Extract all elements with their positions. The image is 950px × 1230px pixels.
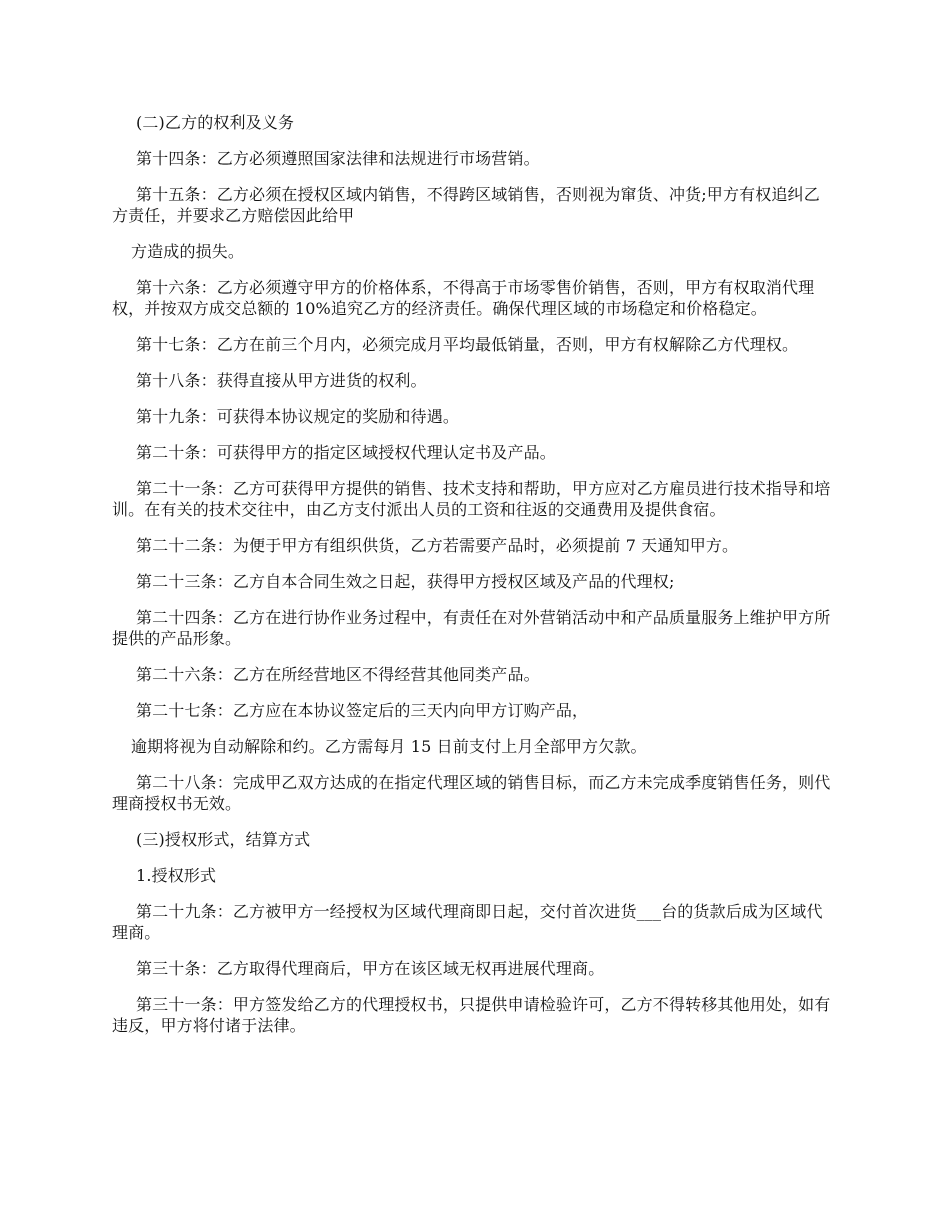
contract-article: 第二十一条：乙方可获得甲方提供的销售、技术支持和帮助，甲方应对乙方雇员进行技术指导和培训。在有关的技术交往中，由乙方支付派出人员的工资和往返的交通费用及提供食宿。 bbox=[112, 479, 831, 519]
contract-article: 第三十一条：甲方签发给乙方的代理授权书，只提供申请检验许可，乙方不得转移其他用处，如有违反，甲方将付诸于法律。 bbox=[112, 995, 831, 1035]
contract-article: 第二十七条：乙方应在本协议签定后的三天内向甲方订购产品， bbox=[136, 701, 589, 720]
contract-article: 第十六条：乙方必须遵守甲方的价格体系，不得高于市场零售价销售，否则，甲方有权取消代理权，并按双方成交总额的 10%追究乙方的经济责任。确保代理区域的市场稳定和价格稳定。 bbox=[112, 278, 815, 318]
contract-article: 第二十九条：乙方被甲方一经授权为区域代理商即日起，交付首次进货___台的货款后成为区域代理商。 bbox=[112, 902, 823, 942]
contract-article: 第二十六条：乙方在所经营地区不得经营其他同类产品。 bbox=[136, 665, 540, 684]
contract-article-continuation: 逾期将视为自动解除和约。乙方需每月 15 日前支付上月全部甲方欠款。 bbox=[131, 737, 647, 756]
contract-article: 第二十二条：为便于甲方有组织供货，乙方若需要产品时，必须提前 7 天通知甲方。 bbox=[136, 536, 739, 555]
contract-article: 第十七条：乙方在前三个月内，必须完成月平均最低销量，否则，甲方有权解除乙方代理权。 bbox=[136, 335, 799, 354]
document-body bbox=[112, 112, 832, 1051]
section-heading: (三)授权形式，结算方式 bbox=[136, 830, 311, 849]
contract-article: 第二十八条：完成甲乙双方达成的在指定代理区域的销售目标，而乙方未完成季度销售任务，则代理商授权书无效。 bbox=[112, 773, 831, 813]
contract-article: 第十九条：可获得本协议规定的奖励和待遇。 bbox=[136, 407, 460, 426]
section-heading: (二)乙方的权利及义务 bbox=[136, 113, 295, 132]
contract-article: 第十四条：乙方必须遵照国家法律和法规进行市场营销。 bbox=[136, 149, 540, 168]
contract-article: 第十八条：获得直接从甲方进货的权利。 bbox=[136, 371, 427, 390]
contract-article: 第二十四条：乙方在进行协作业务过程中，有责任在对外营销活动中和产品质量服务上维护甲方所提供的产品形象。 bbox=[112, 608, 831, 648]
contract-article: 第二十三条：乙方自本合同生效之日起，获得甲方授权区域及产品的代理权; bbox=[136, 572, 675, 591]
contract-article: 第二十条：可获得甲方的指定区域授权代理认定书及产品。 bbox=[136, 443, 556, 462]
subsection-heading: 1.授权形式 bbox=[136, 866, 217, 885]
contract-article-continuation: 方造成的损失。 bbox=[131, 242, 245, 261]
contract-article: 第三十条：乙方取得代理商后，甲方在该区域无权再进展代理商。 bbox=[136, 959, 605, 978]
contract-article: 第十五条：乙方必须在授权区域内销售，不得跨区域销售，否则视为窜货、冲货;甲方有权追纠乙方责任，并要求乙方赔偿因此给甲 bbox=[112, 185, 820, 225]
